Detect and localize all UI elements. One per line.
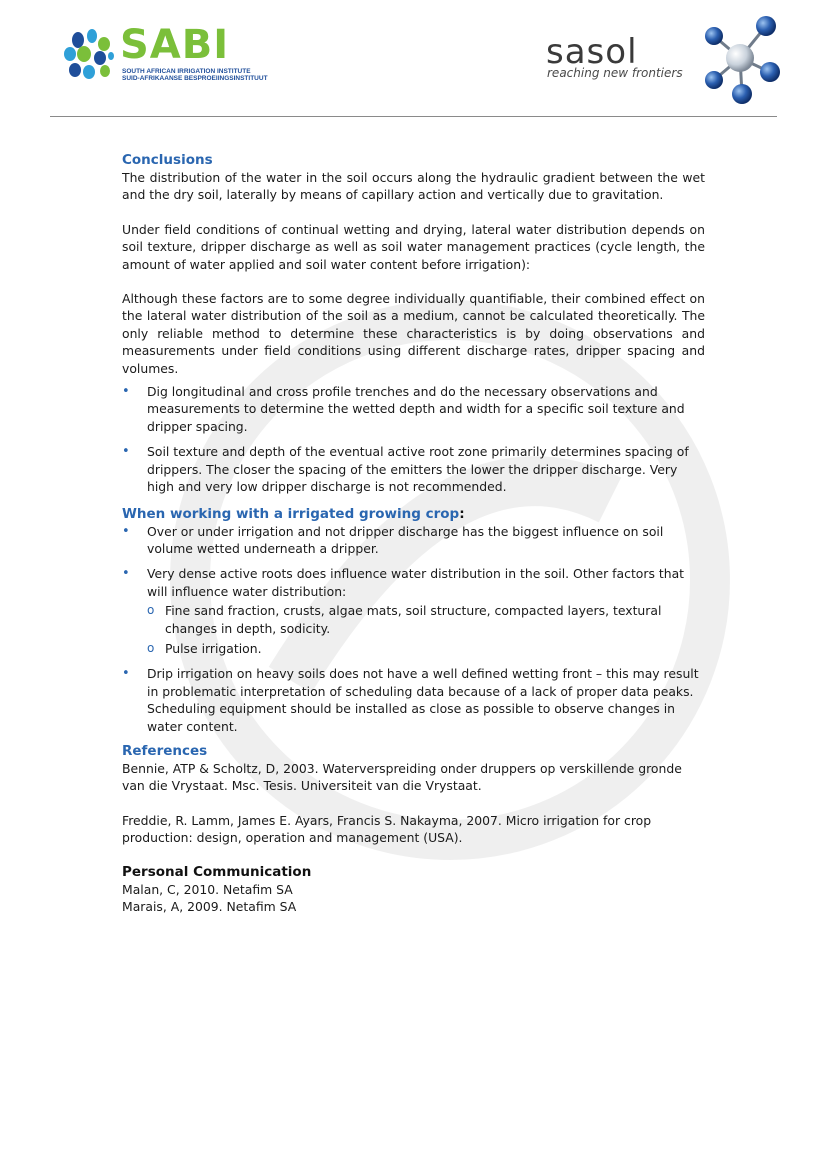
sabi-wordmark: SABI (120, 22, 230, 68)
conclusions-paragraph-1: The distribution of the water in the soil occurs along the hydraulic gradient between the wet and the dry soil, laterally by means of capillary action and vertically due to gravitation. (122, 170, 705, 203)
growing-crop-bullet-list (122, 523, 705, 735)
growing-crop-heading-text: When working with a irrigated growing crop (122, 505, 460, 522)
references-heading: References (122, 742, 208, 759)
bullet-icon: • (122, 666, 130, 682)
reference-item: Bennie, ATP & Scholtz, D, 2003. Waterverspreiding onder druppers op verskillende gronde van die Vrystaat. Msc. Tesis. Universiteit van die Vrystaat. (122, 760, 682, 794)
list-item (122, 383, 705, 435)
sasol-wordmark: sasol (546, 32, 638, 72)
list-item (122, 523, 705, 558)
growing-crop-heading-suffix: : (459, 505, 465, 522)
personal-communication-heading: Personal Communication (122, 863, 312, 880)
sabi-droplets-icon (60, 26, 118, 84)
conclusions-paragraph-3: Although these factors are to some degree individually quantifiable, their combined effect on the lateral water distribution of the soil as a medium, cannot be calculated theoretically. The only reliable method to determine these characteristics is by doing observations and measurements under field conditions using different discharge rates, dripper spacing and volumes. (122, 291, 705, 376)
page-header (0, 0, 827, 118)
bullet-icon: • (122, 444, 130, 460)
sabi-subtitle-english: SOUTH AFRICAN IRRIGATION INSTITUTE (122, 68, 251, 75)
sub-list-item (147, 640, 705, 657)
sasol-logo (540, 14, 780, 106)
bullet-text: Drip irrigation on heavy soils does not have a well defined wetting front – this may result in problematic interpretation of scheduling data because of a lack of proper data peaks. Scheduling equipment should be installed as close as possible to observe changes in water content. (147, 666, 699, 734)
bullet-text: Soil texture and depth of the eventual active root zone primarily determines spacing of drippers. The closer the spacing of the emitters the lower the dripper discharge. Very high and very low dripper discharge is not recommended. (147, 444, 689, 495)
sub-bullet-text: Fine sand fraction, crusts, algae mats, soil structure, compacted layers, textural changes in depth, sodicity. (165, 603, 662, 636)
factors-sub-list (147, 602, 705, 657)
bullet-icon: • (122, 384, 130, 400)
document-body (122, 152, 705, 915)
communication-item: Marais, A, 2009. Netafim SA (122, 899, 297, 914)
communication-item: Malan, C, 2010. Netafim SA (122, 881, 293, 897)
sasol-tagline: reaching new frontiers (547, 66, 683, 80)
bullet-icon: • (122, 566, 130, 582)
bullet-text: Dig longitudinal and cross profile trenches and do the necessary observations and measurements to determine the wetted depth and width for a specific soil texture and dripper spacing. (147, 384, 685, 434)
conclusions-bullet-list (122, 383, 705, 495)
bullet-text: Very dense active roots does influence water distribution in the soil. Other factors that will influence water distribution: (147, 566, 685, 599)
reference-item: Freddie, R. Lamm, James E. Ayars, Francis S. Nakayma, 2007. Micro irrigation for crop production: design, operation and management (USA). (122, 812, 652, 846)
header-divider (50, 116, 777, 117)
bullet-text: Over or under irrigation and not dripper discharge has the biggest influence on soil volume wetted underneath a dripper. (147, 523, 664, 556)
bullet-icon: • (122, 523, 130, 539)
sabi-subtitle-afrikaans: SUID-AFRIKAANSE BESPROEIINGSINSTITUUT (122, 75, 268, 82)
circle-bullet-icon: o (147, 603, 155, 618)
list-item (122, 565, 705, 657)
sasol-molecule-icon (700, 14, 782, 106)
sabi-logo (60, 22, 270, 86)
conclusions-heading: Conclusions (122, 152, 213, 168)
conclusions-paragraph-2: Under field conditions of continual wetting and drying, lateral water distribution depends on soil texture, dripper discharge as well as soil water management practices (cycle length, the amount of water applied and soil water content before irrigation): (122, 221, 705, 272)
sub-bullet-text: Pulse irrigation. (165, 640, 262, 656)
growing-crop-heading (122, 506, 705, 523)
list-item (122, 665, 705, 735)
sub-list-item (147, 602, 705, 637)
list-item (122, 443, 705, 495)
circle-bullet-icon: o (147, 640, 155, 655)
